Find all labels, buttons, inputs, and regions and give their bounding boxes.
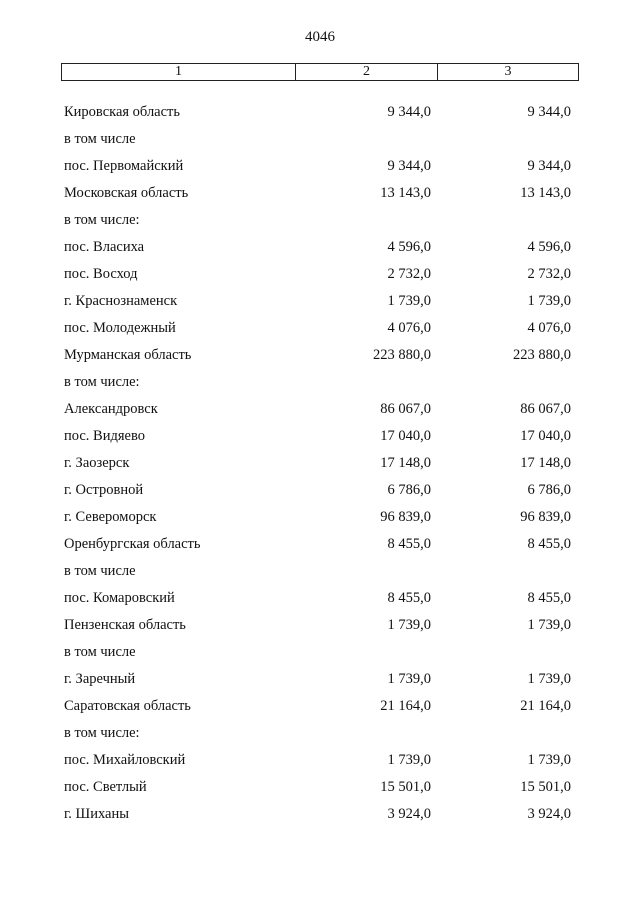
header-col-2: 2 — [296, 64, 438, 80]
table-row — [0, 639, 640, 666]
row-name: Александровск — [64, 401, 158, 417]
row-name: пос. Светлый — [64, 779, 147, 795]
table-row — [0, 720, 640, 747]
row-value-col-3: 4 076,0 — [527, 320, 571, 336]
row-name: в том числе: — [64, 212, 140, 228]
table-row — [0, 342, 640, 369]
row-value-col-2: 6 786,0 — [387, 482, 431, 498]
row-value-col-3: 4 596,0 — [527, 239, 571, 255]
row-name: пос. Молодежный — [64, 320, 176, 336]
row-value-col-2: 4 596,0 — [387, 239, 431, 255]
header-col-3: 3 — [504, 64, 512, 79]
row-value-col-3: 1 739,0 — [527, 617, 571, 633]
row-name: пос. Комаровский — [64, 590, 175, 606]
table-row — [0, 99, 640, 126]
table-body — [0, 99, 640, 828]
row-value-col-3: 86 067,0 — [520, 401, 571, 417]
row-value-col-3: 9 344,0 — [527, 104, 571, 120]
row-name: в том числе: — [64, 725, 140, 741]
table-row — [0, 315, 640, 342]
row-name: г. Заозерск — [64, 455, 130, 471]
row-name: Кировская область — [64, 104, 181, 120]
table-row — [0, 369, 640, 396]
table-row — [0, 585, 640, 612]
row-name: пос. Видяево — [64, 428, 145, 444]
table-row — [0, 288, 640, 315]
row-name: пос. Михайловский — [64, 752, 186, 768]
table-row — [0, 747, 640, 774]
row-value-col-3: 1 739,0 — [527, 752, 571, 768]
row-name: г. Шиханы — [64, 806, 129, 822]
row-name: г. Заречный — [64, 671, 136, 687]
page-number: 4046 — [305, 29, 335, 45]
row-name: пос. Восход — [64, 266, 138, 282]
row-value-col-3: 17 148,0 — [520, 455, 571, 471]
table-header — [61, 63, 579, 81]
row-value-col-2: 8 455,0 — [387, 536, 431, 552]
table-row — [0, 126, 640, 153]
table-row — [0, 558, 640, 585]
table-row — [0, 612, 640, 639]
table-row — [0, 396, 640, 423]
row-name: г. Краснознаменск — [64, 293, 178, 309]
row-name: Оренбургская область — [64, 536, 201, 552]
row-value-col-3: 13 143,0 — [520, 185, 571, 201]
row-value-col-2: 9 344,0 — [387, 104, 431, 120]
table-row — [0, 801, 640, 828]
table-row — [0, 666, 640, 693]
row-value-col-3: 96 839,0 — [520, 509, 571, 525]
header-col-1: 1 — [62, 64, 296, 80]
row-name: Пензенская область — [64, 617, 186, 633]
table-row — [0, 207, 640, 234]
row-name: в том числе — [64, 563, 136, 579]
row-value-col-3: 8 455,0 — [527, 536, 571, 552]
table-row — [0, 477, 640, 504]
row-value-col-2: 4 076,0 — [387, 320, 431, 336]
row-value-col-3: 3 924,0 — [527, 806, 571, 822]
table-row — [0, 450, 640, 477]
row-value-col-2: 17 040,0 — [380, 428, 431, 444]
row-name: Мурманская область — [64, 347, 192, 363]
table-row — [0, 234, 640, 261]
row-value-col-2: 15 501,0 — [380, 779, 431, 795]
row-value-col-2: 2 732,0 — [387, 266, 431, 282]
row-value-col-2: 8 455,0 — [387, 590, 431, 606]
row-name: Московская область — [64, 185, 189, 201]
table-row — [0, 774, 640, 801]
row-value-col-2: 9 344,0 — [387, 158, 431, 174]
row-value-col-3: 21 164,0 — [520, 698, 571, 714]
table-row — [0, 153, 640, 180]
table-row — [0, 180, 640, 207]
row-value-col-3: 1 739,0 — [527, 671, 571, 687]
row-value-col-3: 17 040,0 — [520, 428, 571, 444]
row-value-col-2: 96 839,0 — [380, 509, 431, 525]
row-value-col-3: 8 455,0 — [527, 590, 571, 606]
row-value-col-2: 1 739,0 — [387, 617, 431, 633]
row-value-col-3: 223 880,0 — [513, 347, 571, 363]
table-row — [0, 261, 640, 288]
row-value-col-3: 1 739,0 — [527, 293, 571, 309]
table-row — [0, 504, 640, 531]
row-name: в том числе: — [64, 374, 140, 390]
row-value-col-3: 15 501,0 — [520, 779, 571, 795]
row-value-col-2: 1 739,0 — [387, 293, 431, 309]
row-value-col-2: 17 148,0 — [380, 455, 431, 471]
row-value-col-2: 1 739,0 — [387, 671, 431, 687]
row-value-col-2: 86 067,0 — [380, 401, 431, 417]
table-row — [0, 693, 640, 720]
row-value-col-3: 6 786,0 — [527, 482, 571, 498]
row-name: пос. Первомайский — [64, 158, 184, 174]
row-value-col-2: 3 924,0 — [387, 806, 431, 822]
row-name: г. Островной — [64, 482, 144, 498]
row-name: г. Североморск — [64, 509, 157, 525]
row-name: в том числе — [64, 131, 136, 147]
row-value-col-2: 1 739,0 — [387, 752, 431, 768]
row-name: пос. Власиха — [64, 239, 145, 255]
table-row — [0, 531, 640, 558]
row-value-col-2: 223 880,0 — [373, 347, 431, 363]
row-value-col-3: 2 732,0 — [527, 266, 571, 282]
row-name: Саратовская область — [64, 698, 191, 714]
row-value-col-2: 13 143,0 — [380, 185, 431, 201]
row-name: в том числе — [64, 644, 136, 660]
row-value-col-3: 9 344,0 — [527, 158, 571, 174]
table-row — [0, 423, 640, 450]
row-value-col-2: 21 164,0 — [380, 698, 431, 714]
